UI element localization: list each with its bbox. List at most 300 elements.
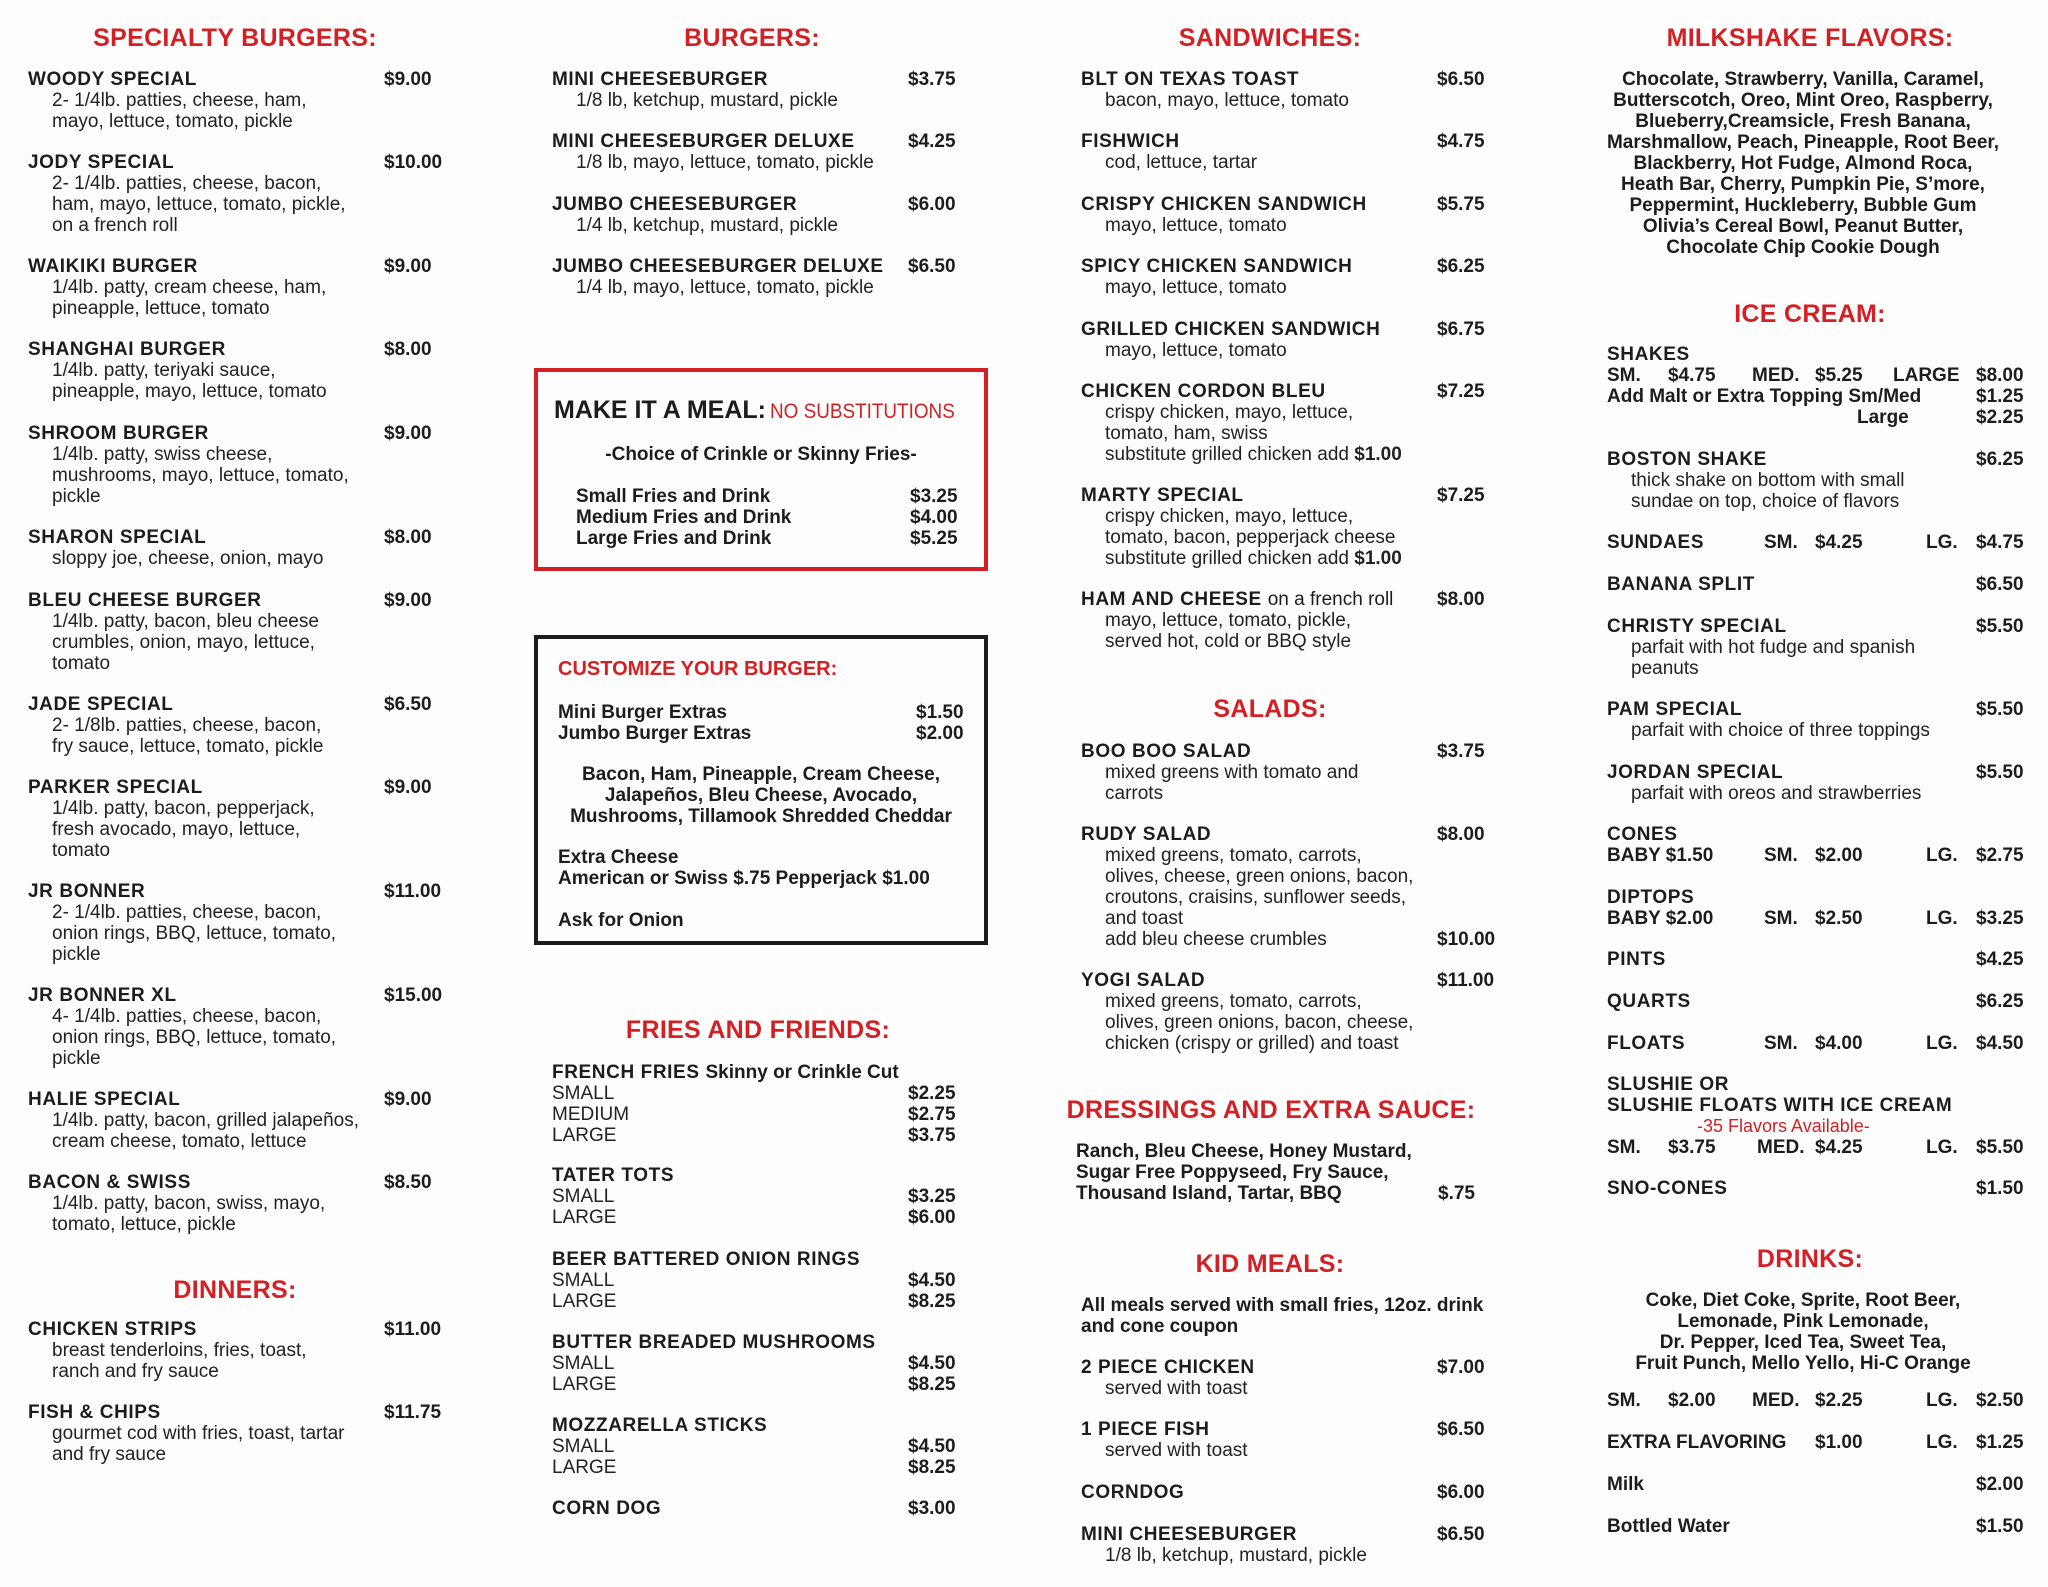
diptops-name: DIPTOPS <box>1607 887 1695 908</box>
meal-box <box>534 368 988 571</box>
christy-price: $5.50 <box>1976 616 2024 637</box>
specialty-list-item-name: SHANGHAI BURGER <box>28 339 226 360</box>
shakes-med: MED. <box>1752 365 1800 386</box>
specialty-list-item-desc: onion rings, BBQ, lettuce, tomato, <box>52 923 337 944</box>
shakes-sm-price: $4.75 <box>1668 365 1716 386</box>
fries-size-price: $2.75 <box>908 1104 956 1125</box>
diptops-lg-price: $3.25 <box>1976 908 2024 929</box>
dressings-price: $.75 <box>1438 1183 1475 1204</box>
customize-row-0: Mini Burger Extras <box>558 702 727 723</box>
fries-size-label: SMALL <box>552 1436 615 1457</box>
fries-size-label: LARGE <box>552 1291 617 1312</box>
specialty-title: SPECIALTY BURGERS: <box>93 24 377 52</box>
dressings-line-0: Ranch, Bleu Cheese, Honey Mustard, <box>1076 1141 1412 1162</box>
sandwich-list-item-name: CHICKEN CORDON BLEU <box>1081 381 1326 402</box>
sandwich-list-item-name: BLT ON TEXAS TOAST <box>1081 69 1300 90</box>
burgers-list-item-name: JUMBO CHEESEBURGER DELUXE <box>552 256 884 277</box>
banana-name: BANANA SPLIT <box>1607 574 1755 595</box>
slushie-line-2: SLUSHIE FLOATS WITH ICE CREAM <box>1607 1095 1953 1116</box>
snocones-name: SNO-CONES <box>1607 1178 1728 1199</box>
sandwich-list-item-name <box>1081 589 1393 610</box>
drinks-lg: LG. <box>1926 1390 1958 1411</box>
fries-item-name <box>552 1062 899 1083</box>
specialty-list-item-price: $9.00 <box>384 423 432 444</box>
specialty-list-item-desc: cream cheese, tomato, lettuce <box>52 1131 307 1152</box>
jordan-name: JORDAN SPECIAL <box>1607 762 1784 783</box>
milkshake-flavor-line: Marshmallow, Peach, Pineapple, Root Beer, <box>1606 132 2000 153</box>
specialty-list-item-desc: pickle <box>52 1048 101 1069</box>
meal-row-1-price: $4.00 <box>910 507 958 528</box>
salad-list-item-name: RUDY SALAD <box>1081 824 1212 845</box>
dinners-list-item-desc: ranch and fry sauce <box>52 1361 219 1382</box>
shakes-label: SHAKES <box>1607 344 1690 365</box>
fries-size-price: $8.25 <box>908 1457 956 1478</box>
shakes-large: LARGE <box>1893 365 1960 386</box>
fries-title: FRIES AND FRIENDS: <box>625 1016 891 1044</box>
quarts-name: QUARTS <box>1607 991 1691 1012</box>
specialty-list-item-name: WAIKIKI BURGER <box>28 256 198 277</box>
pam-price: $5.50 <box>1976 699 2024 720</box>
drink-flavor-line: Coke, Diet Coke, Sprite, Root Beer, <box>1645 1290 1961 1311</box>
sandwich-list-item-name: CRISPY CHICKEN SANDWICH <box>1081 194 1367 215</box>
burgers-list-item-desc: 1/8 lb, ketchup, mustard, pickle <box>576 90 838 111</box>
salad-list-item-desc: olives, green onions, bacon, cheese, <box>1105 1012 1414 1033</box>
fries-subname: Skinny or Crinkle Cut <box>705 1062 899 1083</box>
fries-name-text: BUTTER BREADED MUSHROOMS <box>552 1332 876 1353</box>
sundaes-sm: SM. <box>1764 532 1798 553</box>
sandwich-list-item-desc: mayo, lettuce, tomato <box>1105 277 1287 298</box>
sandwich-list-item-price: $7.25 <box>1437 485 1485 506</box>
fries-name-text: MOZZARELLA STICKS <box>552 1415 768 1436</box>
specialty-list-item-price: $9.00 <box>384 777 432 798</box>
snocones-price: $1.50 <box>1976 1178 2024 1199</box>
flavoring-price: $1.00 <box>1815 1432 1863 1453</box>
kids-list-item-desc: 1/8 lb, ketchup, mustard, pickle <box>1105 1545 1367 1566</box>
fries-size-price: $3.25 <box>908 1186 956 1207</box>
ask-onion: Ask for Onion <box>558 910 684 931</box>
diptops-sm-price: $2.50 <box>1815 908 1863 929</box>
burgers-title: BURGERS: <box>684 24 820 52</box>
kids-list-item-desc: served with toast <box>1105 1440 1248 1461</box>
slushie-sm-price: $3.75 <box>1668 1137 1716 1158</box>
christy-desc-0: parfait with hot fudge and spanish <box>1631 637 1916 658</box>
meal-row-1: Medium Fries and Drink <box>576 507 792 528</box>
diptops-baby: BABY $2.00 <box>1607 908 1714 929</box>
specialty-list-item-price: $9.00 <box>384 69 432 90</box>
shakes-large-price: $8.00 <box>1976 365 2024 386</box>
specialty-list-item-name: JODY SPECIAL <box>28 152 175 173</box>
specialty-list-item-desc: ham, mayo, lettuce, tomato, pickle, <box>52 194 346 215</box>
specialty-list-item-price: $6.50 <box>384 694 432 715</box>
specialty-list-item-price: $15.00 <box>384 985 443 1006</box>
fries-name-text: FRENCH FRIES <box>552 1062 700 1083</box>
burgers-list-item-name: MINI CHEESEBURGER <box>552 69 769 90</box>
specialty-list-item-desc: 2- 1/8lb. patties, cheese, bacon, <box>52 715 322 736</box>
salad-list-item-subprice: $10.00 <box>1437 929 1496 950</box>
dinners-list-item-price: $11.00 <box>384 1319 442 1340</box>
specialty-list-item-desc: pickle <box>52 944 101 965</box>
salad-list-item-desc: and toast <box>1105 908 1184 929</box>
specialty-list-item-price: $9.00 <box>384 590 432 611</box>
specialty-list-item-price: $9.00 <box>384 1089 432 1110</box>
drinks-med: MED. <box>1752 1390 1800 1411</box>
pam-name: PAM SPECIAL <box>1607 699 1743 720</box>
shakes-sm: SM. <box>1607 365 1641 386</box>
water-price: $1.50 <box>1976 1516 2024 1537</box>
milk-price: $2.00 <box>1976 1474 2024 1495</box>
customize-extras-1: Jalapeños, Bleu Cheese, Avocado, <box>604 785 918 806</box>
drinks-title: DRINKS: <box>1756 1245 1864 1273</box>
sundaes-lg-price: $4.75 <box>1976 532 2024 553</box>
salad-list-item-desc: mixed greens with tomato and <box>1105 762 1359 783</box>
specialty-list-item-name: JR BONNER <box>28 881 146 902</box>
sandwich-list-item-sub <box>1081 548 1402 569</box>
meal-note: NO SUBSTITUTIONS <box>770 400 956 423</box>
kids-list-item-price: $6.50 <box>1437 1419 1485 1440</box>
kids-list-item-name: MINI CHEESEBURGER <box>1081 1524 1298 1545</box>
cones-sm-price: $2.00 <box>1815 845 1863 866</box>
salads-title: SALADS: <box>1213 695 1327 723</box>
salad-list-item-name: BOO BOO SALAD <box>1081 741 1252 762</box>
burgers-list-item-price: $4.25 <box>908 131 956 152</box>
fries-size-price: $8.25 <box>908 1374 956 1395</box>
sandwich-list-item-price: $5.75 <box>1437 194 1485 215</box>
drink-flavor-line: Lemonade, Pink Lemonade, <box>1677 1311 1929 1332</box>
malt-price: $1.25 <box>1976 386 2024 407</box>
water-label: Bottled Water <box>1607 1516 1730 1537</box>
salad-list-item-price: $11.00 <box>1437 970 1495 991</box>
milkshake-flavor-line: Olivia’s Cereal Bowl, Peanut Butter, <box>1642 216 1964 237</box>
sandwich-list-item-desc: served hot, cold or BBQ style <box>1105 631 1352 652</box>
christy-desc-1: peanuts <box>1631 658 1699 679</box>
specialty-list-item-desc: 2- 1/4lb. patties, cheese, bacon, <box>52 902 322 923</box>
kids-list-item-name: 2 PIECE CHICKEN <box>1081 1357 1255 1378</box>
fries-size-label: LARGE <box>552 1374 617 1395</box>
malt-label: Add Malt or Extra Topping Sm/Med <box>1607 386 1922 407</box>
burgers-list-item-desc: 1/4 lb, mayo, lettuce, tomato, pickle <box>576 277 874 298</box>
fries-item-name <box>552 1165 674 1186</box>
specialty-list-item-desc: crumbles, onion, mayo, lettuce, <box>52 632 315 653</box>
sandwich-list-item-price: $6.75 <box>1437 319 1485 340</box>
fries-item-name <box>552 1249 860 1270</box>
quarts-price: $6.25 <box>1976 991 2024 1012</box>
meal-row-2-price: $5.25 <box>910 528 958 549</box>
specialty-list-item-desc: tomato <box>52 840 111 861</box>
specialty-list-item-price: $9.00 <box>384 256 432 277</box>
sandwich-list-item-price: $4.75 <box>1437 131 1485 152</box>
corndog-price: $3.00 <box>908 1498 956 1519</box>
cones-lg-price: $2.75 <box>1976 845 2024 866</box>
milkshake-flavor-line: Heath Bar, Cherry, Pumpkin Pie, S’more, <box>1621 174 1985 195</box>
salad-list-item-price: $8.00 <box>1437 824 1485 845</box>
diptops-lg: LG. <box>1926 908 1958 929</box>
fries-size-price: $6.00 <box>908 1207 956 1228</box>
customize-row-1-price: $2.00 <box>916 723 964 744</box>
specialty-list-item-price: $8.00 <box>384 339 432 360</box>
specialty-list-item-name: JADE SPECIAL <box>28 694 174 715</box>
kids-list-item-desc: served with toast <box>1105 1378 1248 1399</box>
fries-size-label: LARGE <box>552 1457 617 1478</box>
burgers-list-item-price: $6.50 <box>908 256 956 277</box>
kids-list-item-name: CORNDOG <box>1081 1482 1185 1503</box>
slushie-note: -35 Flavors Available- <box>1697 1116 1870 1136</box>
kids-intro-0: All meals served with small fries, 12oz. drink <box>1081 1295 1484 1316</box>
fries-size-price: $4.50 <box>908 1353 956 1374</box>
cones-baby: BABY $1.50 <box>1607 845 1714 866</box>
specialty-list-item-desc: 1/4lb. patty, cream cheese, ham, <box>52 277 327 298</box>
fries-name-text: BEER BATTERED ONION RINGS <box>552 1249 861 1270</box>
salad-list-item-name: YOGI SALAD <box>1081 970 1206 991</box>
sandwich-list-item-desc: mayo, lettuce, tomato <box>1105 215 1287 236</box>
specialty-list-item-desc: pineapple, mayo, lettuce, tomato <box>52 381 327 402</box>
dinners-list-item-name: FISH & CHIPS <box>28 1402 161 1423</box>
specialty-list-item-price: $8.00 <box>384 527 432 548</box>
pints-name: PINTS <box>1607 949 1666 970</box>
diptops-sm: SM. <box>1764 908 1798 929</box>
specialty-list-item-name: PARKER SPECIAL <box>28 777 203 798</box>
specialty-list-item-name: BLEU CHEESE BURGER <box>28 590 262 611</box>
dinners-list-item-desc: gourmet cod with fries, toast, tartar <box>52 1423 345 1444</box>
salad-list-item-desc: chicken (crispy or grilled) and toast <box>1105 1033 1399 1054</box>
christy-name: CHRISTY SPECIAL <box>1607 616 1787 637</box>
dinners-list-item-name: CHICKEN STRIPS <box>28 1319 197 1340</box>
fries-size-label: SMALL <box>552 1353 615 1374</box>
specialty-list-item-desc: on a french roll <box>52 215 178 236</box>
salad-list-item-desc: carrots <box>1105 783 1164 804</box>
burgers-list-item-desc: 1/8 lb, mayo, lettuce, tomato, pickle <box>576 152 874 173</box>
sandwich-list-item-desc: cod, lettuce, tartar <box>1105 152 1258 173</box>
pam-desc: parfait with choice of three toppings <box>1631 720 1930 741</box>
floats-sm-price: $4.00 <box>1815 1033 1863 1054</box>
sandwich-list-item-name: GRILLED CHICKEN SANDWICH <box>1081 319 1381 340</box>
specialty-list-item-desc: mushrooms, mayo, lettuce, tomato, <box>52 465 349 486</box>
specialty-list-item-desc: 1/4lb. patty, swiss cheese, <box>52 444 273 465</box>
sandwich-list-item-price: $6.50 <box>1437 69 1485 90</box>
milkshake-flavor-line: Chocolate, Strawberry, Vanilla, Caramel, <box>1622 69 1984 90</box>
specialty-list-item-name: WOODY SPECIAL <box>28 69 197 90</box>
fries-item-name <box>552 1332 876 1353</box>
cones-sm: SM. <box>1764 845 1798 866</box>
specialty-list-item-name: JR BONNER XL <box>28 985 177 1006</box>
specialty-list-item-desc: 2- 1/4lb. patties, cheese, ham, <box>52 90 307 111</box>
burgers-list-item-price: $3.75 <box>908 69 956 90</box>
sandwich-list-item-desc: tomato, bacon, pepperjack cheese <box>1105 527 1396 548</box>
sandwich-list-item-price: $7.25 <box>1437 381 1485 402</box>
floats-name: FLOATS <box>1607 1033 1686 1054</box>
flavoring-lg: LG. <box>1926 1432 1958 1453</box>
cones-lg: LG. <box>1926 845 1958 866</box>
milkshake-title: MILKSHAKE FLAVORS: <box>1666 24 1954 52</box>
dressings-title: DRESSINGS AND EXTRA SAUCE: <box>1066 1096 1476 1124</box>
salad-list-item-sub <box>1081 929 1327 950</box>
item-name-text: HAM AND CHEESE <box>1081 589 1262 610</box>
slushie-lg: LG. <box>1926 1137 1958 1158</box>
corndog-name: CORN DOG <box>552 1498 662 1519</box>
sandwich-list-item-price: $8.00 <box>1437 589 1485 610</box>
drinks-med-price: $2.25 <box>1815 1390 1863 1411</box>
dressings-line-2: Thousand Island, Tartar, BBQ <box>1076 1183 1342 1204</box>
specialty-list-item-desc: tomato <box>52 653 111 674</box>
fries-item-name <box>552 1415 767 1436</box>
milkshake-flavor-line: Blackberry, Hot Fudge, Almond Roca, <box>1633 153 1973 174</box>
drinks-sm: SM. <box>1607 1390 1641 1411</box>
slushie-med-price: $4.25 <box>1815 1137 1863 1158</box>
sub-text: add bleu cheese crumbles <box>1105 929 1327 950</box>
sandwich-list-item-desc: bacon, mayo, lettuce, tomato <box>1105 90 1349 111</box>
milkshake-flavor-line: Butterscotch, Oreo, Mint Oreo, Raspberry, <box>1613 90 1993 111</box>
boston-name: BOSTON SHAKE <box>1607 449 1767 470</box>
fries-size-label: SMALL <box>552 1186 615 1207</box>
specialty-list-item-desc: 1/4lb. patty, bacon, bleu cheese <box>52 611 319 632</box>
kids-title: KID MEALS: <box>1195 1250 1345 1278</box>
customize-extras-2: Mushrooms, Tillamook Shredded Cheddar <box>570 806 952 827</box>
sundaes-lg: LG. <box>1926 532 1958 553</box>
specialty-list-item-name: HALIE SPECIAL <box>28 1089 181 1110</box>
specialty-list-item-desc: tomato, lettuce, pickle <box>52 1214 236 1235</box>
customize-extras-0: Bacon, Ham, Pineapple, Cream Cheese, <box>582 764 940 785</box>
dressings-line-1: Sugar Free Poppyseed, Fry Sauce, <box>1076 1162 1389 1183</box>
sandwich-list-item-price: $6.25 <box>1437 256 1485 277</box>
specialty-list-item-desc: pineapple, lettuce, tomato <box>52 298 270 319</box>
flavoring-label: EXTRA FLAVORING <box>1607 1432 1787 1453</box>
drink-flavor-line: Dr. Pepper, Iced Tea, Sweet Tea, <box>1659 1332 1947 1353</box>
customize-title: CUSTOMIZE YOUR BURGER: <box>558 658 838 680</box>
drink-flavor-line: Fruit Punch, Mello Yello, Hi-C Orange <box>1635 1353 1971 1374</box>
burgers-list-item-name: MINI CHEESEBURGER DELUXE <box>552 131 855 152</box>
kids-list-item-price: $6.50 <box>1437 1524 1485 1545</box>
kids-intro-1: and cone coupon <box>1081 1316 1239 1337</box>
specialty-list-item-price: $8.50 <box>384 1172 432 1193</box>
meal-heading <box>554 396 976 425</box>
malt-large-price: $2.25 <box>1976 407 2024 428</box>
kids-list-item-price: $7.00 <box>1437 1357 1485 1378</box>
icecream-title: ICE CREAM: <box>1734 300 1886 328</box>
specialty-list-item-desc: 1/4lb. patty, bacon, pepperjack, <box>52 798 315 819</box>
specialty-list-item-desc: fresh avocado, mayo, lettuce, <box>52 819 301 840</box>
specialty-list-item-name: SHROOM BURGER <box>28 423 209 444</box>
specialty-list-item-desc: mayo, lettuce, tomato, pickle <box>52 111 293 132</box>
meal-choice: -Choice of Crinkle or Skinny Fries- <box>605 444 917 465</box>
floats-sm: SM. <box>1764 1033 1798 1054</box>
specialty-list-item-desc: 1/4lb. patty, bacon, swiss, mayo, <box>52 1193 326 1214</box>
kids-list-item-name: 1 PIECE FISH <box>1081 1419 1210 1440</box>
specialty-list-item-price: $11.00 <box>384 881 442 902</box>
sub-text: substitute grilled chicken add <box>1105 548 1349 569</box>
fries-size-price: $3.75 <box>908 1125 956 1146</box>
meal-row-0-price: $3.25 <box>910 486 958 507</box>
sundaes-sm-price: $4.25 <box>1815 532 1863 553</box>
jordan-desc: parfait with oreos and strawberries <box>1631 783 1922 804</box>
boston-desc-1: sundae on top, choice of flavors <box>1631 491 1900 512</box>
salad-list-item-desc: mixed greens, tomato, carrots, <box>1105 991 1362 1012</box>
sandwich-list-item-name: FISHWICH <box>1081 131 1180 152</box>
fries-size-price: $2.25 <box>908 1083 956 1104</box>
sandwich-list-item-desc: mayo, lettuce, tomato <box>1105 340 1287 361</box>
flavoring-lg-price: $1.25 <box>1976 1432 2024 1453</box>
drinks-sm-price: $2.00 <box>1668 1390 1716 1411</box>
pints-price: $4.25 <box>1976 949 2024 970</box>
sandwiches-title: SANDWICHES: <box>1178 24 1362 52</box>
customize-row-1: Jumbo Burger Extras <box>558 723 752 744</box>
specialty-list-item-name: BACON & SWISS <box>28 1172 191 1193</box>
drinks-lg-price: $2.50 <box>1976 1390 2024 1411</box>
sub-price: $1.00 <box>1354 548 1402 569</box>
boston-desc-0: thick shake on bottom with small <box>1631 470 1905 491</box>
fries-size-price: $4.50 <box>908 1270 956 1291</box>
slushie-sm: SM. <box>1607 1137 1641 1158</box>
shakes-med-price: $5.25 <box>1815 365 1863 386</box>
floats-lg-price: $4.50 <box>1976 1033 2024 1054</box>
specialty-list-item-price: $10.00 <box>384 152 443 173</box>
dinners-list-item-desc: and fry sauce <box>52 1444 167 1465</box>
customize-box <box>534 635 988 945</box>
salad-list-item-price: $3.75 <box>1437 741 1485 762</box>
fries-size-label: LARGE <box>552 1125 617 1146</box>
specialty-list-item-desc: 4- 1/4lb. patties, cheese, bacon, <box>52 1006 322 1027</box>
milkshake-flavor-line: Chocolate Chip Cookie Dough <box>1666 237 1940 258</box>
specialty-list-item-desc: 1/4lb. patty, bacon, grilled jalapeños, <box>52 1110 360 1131</box>
sandwich-list-item-desc: tomato, ham, swiss <box>1105 423 1268 444</box>
sandwich-list-item-name: MARTY SPECIAL <box>1081 485 1244 506</box>
extra-cheese-line: American or Swiss $.75 Pepperjack $1.00 <box>558 868 930 889</box>
fries-size-label: MEDIUM <box>552 1104 630 1125</box>
specialty-list-item-desc: 2- 1/4lb. patties, cheese, bacon, <box>52 173 322 194</box>
sandwich-list-item-desc: mayo, lettuce, tomato, pickle, <box>1105 610 1352 631</box>
milkshake-flavor-line: Peppermint, Huckleberry, Bubble Gum <box>1629 195 1977 216</box>
burgers-list-item-name: JUMBO CHEESEBURGER <box>552 194 798 215</box>
fries-size-label: LARGE <box>552 1207 617 1228</box>
dinners-list-item-price: $11.75 <box>384 1402 442 1423</box>
banana-price: $6.50 <box>1976 574 2024 595</box>
item-subname: on a french roll <box>1267 589 1394 610</box>
boston-price: $6.25 <box>1976 449 2024 470</box>
salad-list-item-desc: mixed greens, tomato, carrots, <box>1105 845 1362 866</box>
slushie-lg-price: $5.50 <box>1976 1137 2024 1158</box>
malt-large: Large <box>1857 407 1909 428</box>
customize-row-0-price: $1.50 <box>916 702 964 723</box>
milkshake-flavor-line: Blueberry,Creamsicle, Fresh Banana, <box>1635 111 1971 132</box>
fries-size-price: $4.50 <box>908 1436 956 1457</box>
dinners-title: DINNERS: <box>173 1276 297 1304</box>
dinners-list-item-desc: breast tenderloins, fries, toast, <box>52 1340 307 1361</box>
sundaes-name: SUNDAES <box>1607 532 1705 553</box>
sandwich-list-item-desc: crispy chicken, mayo, lettuce, <box>1105 506 1354 527</box>
specialty-list-item-desc: 1/4lb. patty, teriyaki sauce, <box>52 360 276 381</box>
sandwich-list-item-name: SPICY CHICKEN SANDWICH <box>1081 256 1353 277</box>
extra-cheese-title: Extra Cheese <box>558 847 679 868</box>
kids-list-item-price: $6.00 <box>1437 1482 1485 1503</box>
sub-price: $1.00 <box>1354 444 1402 465</box>
fries-size-label: SMALL <box>552 1083 615 1104</box>
specialty-list-item-name: SHARON SPECIAL <box>28 527 207 548</box>
specialty-list-item-desc: fry sauce, lettuce, tomato, pickle <box>52 736 324 757</box>
meal-title: MAKE IT A MEAL: <box>554 396 767 424</box>
milk-label: Milk <box>1607 1474 1644 1495</box>
salad-list-item-desc: croutons, craisins, sunflower seeds, <box>1105 887 1406 908</box>
specialty-list-item-desc: sloppy joe, cheese, onion, mayo <box>52 548 324 569</box>
jordan-price: $5.50 <box>1976 762 2024 783</box>
specialty-list-item-desc: pickle <box>52 486 101 507</box>
floats-lg: LG. <box>1926 1033 1958 1054</box>
burgers-list-item-price: $6.00 <box>908 194 956 215</box>
meal-row-2: Large Fries and Drink <box>576 528 772 549</box>
sandwich-list-item-desc: crispy chicken, mayo, lettuce, <box>1105 402 1354 423</box>
fries-size-price: $8.25 <box>908 1291 956 1312</box>
sub-text: substitute grilled chicken add <box>1105 444 1349 465</box>
cones-name: CONES <box>1607 824 1678 845</box>
specialty-list-item-desc: onion rings, BBQ, lettuce, tomato, <box>52 1027 337 1048</box>
burgers-list-item-desc: 1/4 lb, ketchup, mustard, pickle <box>576 215 838 236</box>
